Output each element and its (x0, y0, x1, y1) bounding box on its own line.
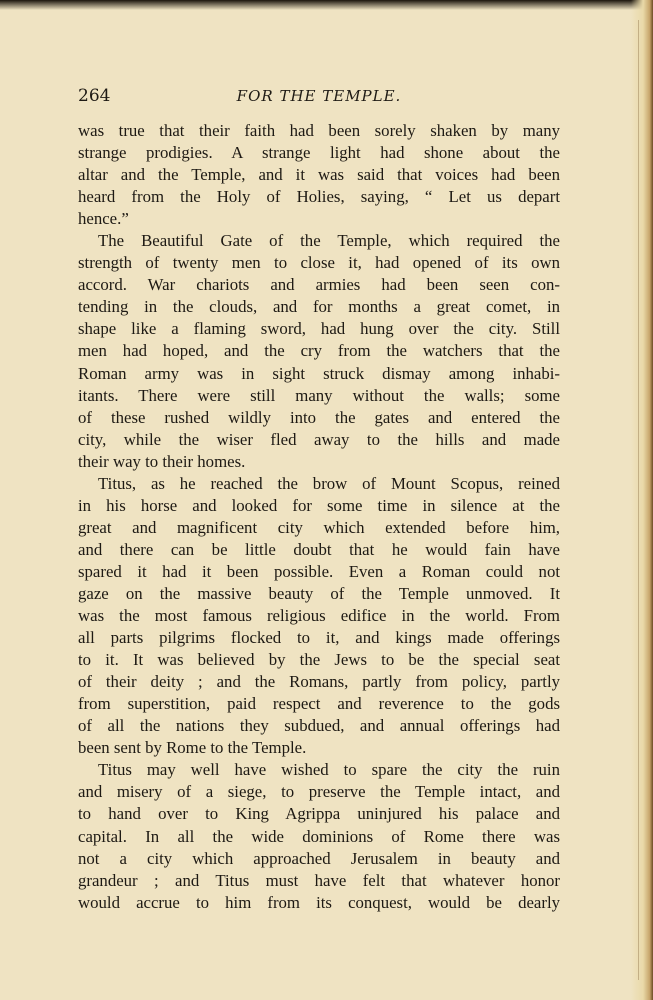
top-edge-shadow (0, 0, 653, 10)
text-line: not a city which approached Jerusalem in beauty and (78, 848, 560, 868)
page-fold-line (638, 20, 639, 980)
text-line: itants. There were still many without the walls; some (78, 385, 560, 405)
text-line: capital. In all the wide dominions of Rome there was (78, 826, 560, 846)
text-line: spared it had it been possible. Even a Roman could not (78, 561, 560, 581)
text-line: great and magnificent city which extended before him, (78, 517, 560, 537)
text-line: The Beautiful Gate of the Temple, which required the (98, 231, 560, 251)
text-line: accord. War chariots and armies had been seen con- (78, 275, 560, 295)
text-line: their way to their homes. (78, 451, 246, 471)
text-line: hence.” (78, 209, 129, 229)
body-text (78, 120, 560, 914)
text-line: to hand over to King Agrippa uninjured his palace and (78, 804, 560, 824)
text-line: was true that their faith had been sorely shaken by many (78, 121, 560, 140)
text-line: heard from the Holy of Holies, saying, “ Let us depart (78, 187, 560, 207)
text-line: all parts pilgrims flocked to it, and kings made offerings (78, 628, 560, 648)
text-line: Roman army was in sight struck dismay among inhabi- (78, 363, 560, 383)
text-line: of all the nations they subdued, and annual offerings had (78, 716, 560, 736)
text-line: and misery of a siege, to preserve the Temple intact, and (78, 782, 560, 802)
text-line: grandeur ; and Titus must have felt that whatever honor (78, 870, 560, 890)
text-line: Titus may well have wished to spare the city the ruin (98, 760, 560, 780)
paragraph (78, 759, 560, 913)
text-line: was the most famous religious edifice in the world. From (78, 606, 560, 626)
text-line: city, while the wiser fled away to the hills and made (78, 429, 560, 449)
text-line: from superstition, paid respect and reverence to the gods (78, 694, 560, 714)
page-number: 264 (78, 86, 111, 106)
text-line: been sent by Rome to the Temple. (78, 738, 307, 758)
paragraph (78, 120, 560, 230)
text-line: altar and the Temple, and it was said that voices had been (78, 165, 560, 185)
paragraph (78, 230, 560, 473)
text-line: would accrue to him from its conquest, would be dearly (78, 892, 560, 912)
running-title: FOR THE TEMPLE. (236, 87, 402, 105)
paragraph (78, 473, 560, 760)
text-line: in his horse and looked for some time in silence at the (78, 495, 560, 515)
text-line: tending in the clouds, and for months a great comet, in (78, 297, 560, 317)
page-header (78, 86, 560, 110)
text-line: Titus, as he reached the brow of Mount Scopus, reined (98, 473, 560, 493)
text-line: of these rushed wildly into the gates and entered the (78, 407, 560, 427)
text-line: shape like a flaming sword, had hung over the city. Still (78, 319, 560, 339)
text-line: and there can be little doubt that he would fain have (78, 539, 560, 559)
text-line: strength of twenty men to close it, had opened of its own (78, 253, 560, 273)
text-line: to it. It was believed by the Jews to be the special seat (78, 650, 560, 670)
text-line: men had hoped, and the cry from the watchers that the (78, 341, 560, 361)
page-right-edge (631, 0, 653, 1000)
text-line: of their deity ; and the Romans, partly from policy, partly (78, 672, 560, 692)
text-line: gaze on the massive beauty of the Temple unmoved. It (78, 583, 560, 603)
text-line: strange prodigies. A strange light had shone about the (78, 143, 560, 163)
